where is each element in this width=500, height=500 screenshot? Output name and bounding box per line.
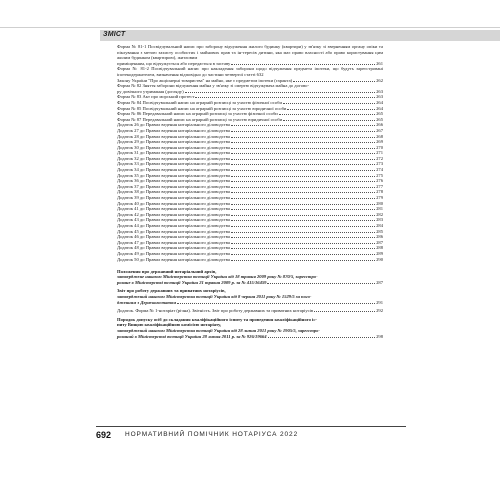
appendix-label: Додаток 42 до Правил ведення нотаріального діловодства <box>117 211 230 217</box>
dot-leader <box>231 237 375 238</box>
appendix-label: Додаток 39 до Правил ведення нотаріального діловодства <box>117 195 230 201</box>
entry-page-number: 263 <box>376 88 383 94</box>
appendix-label: Додаток 27 до Правил ведення нотаріального діловодства <box>117 127 230 133</box>
dot-leader <box>231 192 375 193</box>
appendix-label: Додаток 46 до Правил ведення нотаріального діловодства <box>117 234 230 240</box>
dot-leader <box>231 248 375 249</box>
appendix-page-number: 289 <box>376 250 383 256</box>
dot-leader <box>231 187 375 188</box>
appendix-page-number: 286 <box>376 234 383 240</box>
dot-leader <box>287 109 375 110</box>
dot-leader <box>279 114 375 115</box>
dot-leader <box>231 142 375 143</box>
dot-leader <box>231 260 375 261</box>
appendix-label: Додаток 32 до Правил ведення нотаріального діловодства <box>117 155 230 161</box>
section-tail-text: роване в Міністерстві юстиції України 21 травня 2009 р. за № 415/16459 <box>117 279 267 285</box>
dot-leader <box>231 125 375 126</box>
appendix-label: Додаток 36 до Правил ведення нотаріального діловодства <box>117 178 230 184</box>
dot-leader <box>293 81 375 82</box>
appendix-page-number: 279 <box>376 195 383 201</box>
dot-leader <box>231 164 375 165</box>
footer-title: НОРМАТИВНИЙ ПОМІЧНИК НОТАРІУСА 2022 <box>125 431 299 438</box>
dot-leader <box>231 226 375 227</box>
dot-leader <box>231 153 375 154</box>
dot-leader <box>268 337 376 338</box>
appendix-page-number: 270 <box>376 144 383 150</box>
appendix-page-number: 281 <box>376 206 383 212</box>
section-tail-line <box>117 280 383 286</box>
appendix-label: Додаток 34 до Правил ведення нотаріального діловодства <box>117 167 230 173</box>
entry-page-number: 263 <box>376 94 383 100</box>
entry-page-number: 265 <box>376 111 383 117</box>
dot-leader <box>177 303 375 304</box>
entry-tail-text: Форма № 83 Акт про морський протест <box>117 94 195 100</box>
entry-page-number: 261 <box>376 60 383 66</box>
entry-tail-text: Форма № 87 Передавальний напис на аграрній розписці за участю юридичної особи <box>117 116 283 122</box>
section-tail-line <box>117 308 383 314</box>
document-section <box>117 317 383 339</box>
toc-entry <box>117 66 383 83</box>
appendix-label: Додаток 40 до Правил ведення нотаріального діловодства <box>117 200 230 206</box>
appendix-label: Додаток 43 до Правил ведення нотаріального діловодства <box>117 217 230 223</box>
entry-page-number: 264 <box>376 99 383 105</box>
entry-tail-text: Форма № 85 Посвідчувальний напис на аграрній розписці за участю юридичної особи <box>117 105 287 111</box>
entry-text: Форма № 82 Зняття заборони відчуження майна у зв'язку зі смертю відчужувача майна до догово- <box>117 83 309 89</box>
toc-entry <box>117 117 383 123</box>
top-bar <box>0 0 500 28</box>
dot-leader <box>231 232 375 233</box>
appendix-page-number: 277 <box>376 183 383 189</box>
appendix-label: Додаток 35 до Правил ведення нотаріального діловодства <box>117 172 230 178</box>
section-line: затверджений наказом Міністерства юстиції України від 28 липня 2011 року № 1905/5, зареєстро- <box>117 328 320 333</box>
table-of-contents <box>117 44 383 339</box>
appendix-page-number: 285 <box>376 228 383 234</box>
appendix-label: Додаток 47 до Правил ведення нотаріального діловодства <box>117 239 230 245</box>
appendix-page-number: 280 <box>376 200 383 206</box>
appendix-page-number: 269 <box>376 139 383 145</box>
document-section <box>117 308 383 314</box>
appendix-label: Додаток 44 до Правил ведення нотаріального діловодства <box>117 223 230 228</box>
document-section <box>117 288 383 305</box>
dot-leader <box>231 220 375 221</box>
dot-leader <box>185 92 375 93</box>
section-tail-text: дженням з Держкомстатом <box>117 299 177 305</box>
form-entries <box>117 44 383 122</box>
appendix-page-number: 276 <box>376 178 383 184</box>
entry-page-number: 264 <box>376 105 383 111</box>
appendix-label: Додаток 33 до Правил ведення нотаріального діловодства <box>117 161 230 167</box>
appendix-label: Додаток 49 до Правил ведення нотаріального діловодства <box>117 250 230 256</box>
dot-leader <box>231 254 375 255</box>
appendix-label: Додаток 30 до Правил ведення нотаріального діловодства <box>117 144 230 150</box>
section-line: питу Вищою кваліфікаційною комісією нотаріату, <box>117 322 222 328</box>
appendix-page-number: 267 <box>376 127 383 133</box>
section-line: затверджене наказом Міністерства юстиції України від 18 травня 2009 року № 870/5, зареєстро- <box>117 274 318 280</box>
entry-text: Форма № 81-2 Посвідчувальний напис про накладення заборони щодо відчуження предмета іпотеки, що будуть зареєстровані іпотекодержателем, визначення відповідно до частини четвертої статті 632 <box>117 66 383 77</box>
dot-leader <box>283 120 375 121</box>
entry-tail-text: Форма № 86 Передавальний напис на аграрній розписці за участю фізичної особи <box>117 111 278 117</box>
appendix-page-number: 266 <box>376 122 383 128</box>
document-sections <box>117 269 383 340</box>
appendix-page-number: 290 <box>376 256 383 262</box>
dot-leader <box>283 103 375 104</box>
appendix-page-number: 284 <box>376 223 383 228</box>
dot-leader <box>231 198 375 199</box>
dot-leader <box>231 64 375 65</box>
dot-leader <box>231 131 375 132</box>
dot-leader <box>231 243 375 244</box>
appendix-page-number: 278 <box>376 189 383 195</box>
entry-tail-line <box>117 117 383 123</box>
section-page-number: 298 <box>376 333 383 339</box>
dot-leader <box>231 204 375 205</box>
page-number: 692 <box>96 430 112 440</box>
section-title: Порядок допуску осіб до складання кваліфікаційного іспиту та проведення кваліфікаційного іс- <box>117 316 317 322</box>
section-tail-text: рований в Міністерстві юстиції України 28 липня 2011 р. за № 926/19664 <box>117 333 267 339</box>
dot-leader <box>231 181 375 182</box>
appendix-page-number: 282 <box>376 211 383 217</box>
dot-leader <box>231 148 375 149</box>
entry-tail-text: приміщенням, що відчужується або передається в заставу <box>117 60 231 66</box>
appendix-label: Додаток 29 до Правил ведення нотаріального діловодства <box>117 139 230 145</box>
appendix-label: Додаток 45 до Правил ведення нотаріального діловодства <box>117 228 230 234</box>
document-section <box>117 269 383 286</box>
dot-leader <box>231 176 375 177</box>
appendix-page-number: 288 <box>376 245 383 251</box>
dot-leader <box>231 137 375 138</box>
appendix-label: Додаток 26 до Правил ведення нотаріального діловодства <box>117 122 230 128</box>
appendix-page-number: 271 <box>376 150 383 156</box>
footer-rule <box>96 426 406 427</box>
entry-tail-text: Закону України "Про акціонерні товариства" на майно, яке є предметом іпотеки (гаранта) <box>117 77 293 83</box>
section-page-number: 287 <box>376 279 383 285</box>
section-line: затверджений наказом Міністерства юстиції України від 8 червня 2011 року № 1529/5 за пого- <box>117 294 312 300</box>
dot-leader <box>314 311 375 312</box>
appendix-page-number: 287 <box>376 239 383 245</box>
appendix-page-number: 272 <box>376 155 383 161</box>
section-tail-text: Додаток. Форма № 1-нотаріат (річна). Звітність. Звіт про роботу державних та приватних нотаріусів <box>117 308 314 314</box>
appendix-label: Додаток 37 до Правил ведення нотаріального діловодства <box>117 183 230 189</box>
appendix-label: Додаток 48 до Правил ведення нотаріального діловодства <box>117 245 230 251</box>
dot-leader <box>195 97 375 98</box>
toc-entry <box>117 44 383 66</box>
section-label: ЗМІСТ <box>103 31 126 38</box>
dot-leader <box>231 215 375 216</box>
dot-leader <box>231 209 375 210</box>
section-tail-line <box>117 334 383 340</box>
appendix-label: Додаток 31 до Правил ведення нотаріального діловодства <box>117 150 230 156</box>
section-page-number: 291 <box>376 299 383 305</box>
appendix-page-number: 275 <box>376 172 383 178</box>
appendix-page-number: 273 <box>376 161 383 167</box>
dot-leader <box>231 159 375 160</box>
entry-page-number: 265 <box>376 116 383 122</box>
appendix-label: Додаток 50 до Правил ведення нотаріального діловодства <box>117 256 230 262</box>
entry-tail-text: ру довічного утримання (догляду) <box>117 88 184 94</box>
entry-page-number: 262 <box>376 77 383 83</box>
dot-leader <box>231 170 375 171</box>
appendix-label: Додаток 28 до Правил ведення нотаріального діловодства <box>117 133 230 139</box>
appendix-label: Додаток 38 до Правил ведення нотаріального діловодства <box>117 189 230 195</box>
section-tail-line <box>117 300 383 306</box>
entry-text: Форма № 81-1 Посвідчувальний напис про заборону відчуження жилого будинку (квартири) у зв'язку зі зверненням органу опіки та піклування з метою захисту особистих і майнових прав та ін-тересів дитини, яка має право власності або право користування цим жилим будинком (квартирою), житловим <box>117 44 383 61</box>
appendix-list <box>117 122 383 262</box>
appendix-label: Додаток 41 до Правил ведення нотаріального діловодства <box>117 206 230 212</box>
section-header-band <box>100 30 500 41</box>
section-page-number: 292 <box>376 308 383 314</box>
appendix-page-number: 268 <box>376 133 383 139</box>
section-title: Звіт про роботу державних та приватних нотаріусів, <box>117 288 226 294</box>
appendix-page-number: 283 <box>376 217 383 223</box>
toc-entry <box>117 83 383 94</box>
dot-leader <box>267 283 375 284</box>
entry-tail-text: Форма № 84 Посвідчувальний напис на аграрній розписці за участю фізичної особи <box>117 99 282 105</box>
section-title: Положення про державний нотаріальний архів, <box>117 268 217 274</box>
appendix-page-number: 274 <box>376 167 383 173</box>
